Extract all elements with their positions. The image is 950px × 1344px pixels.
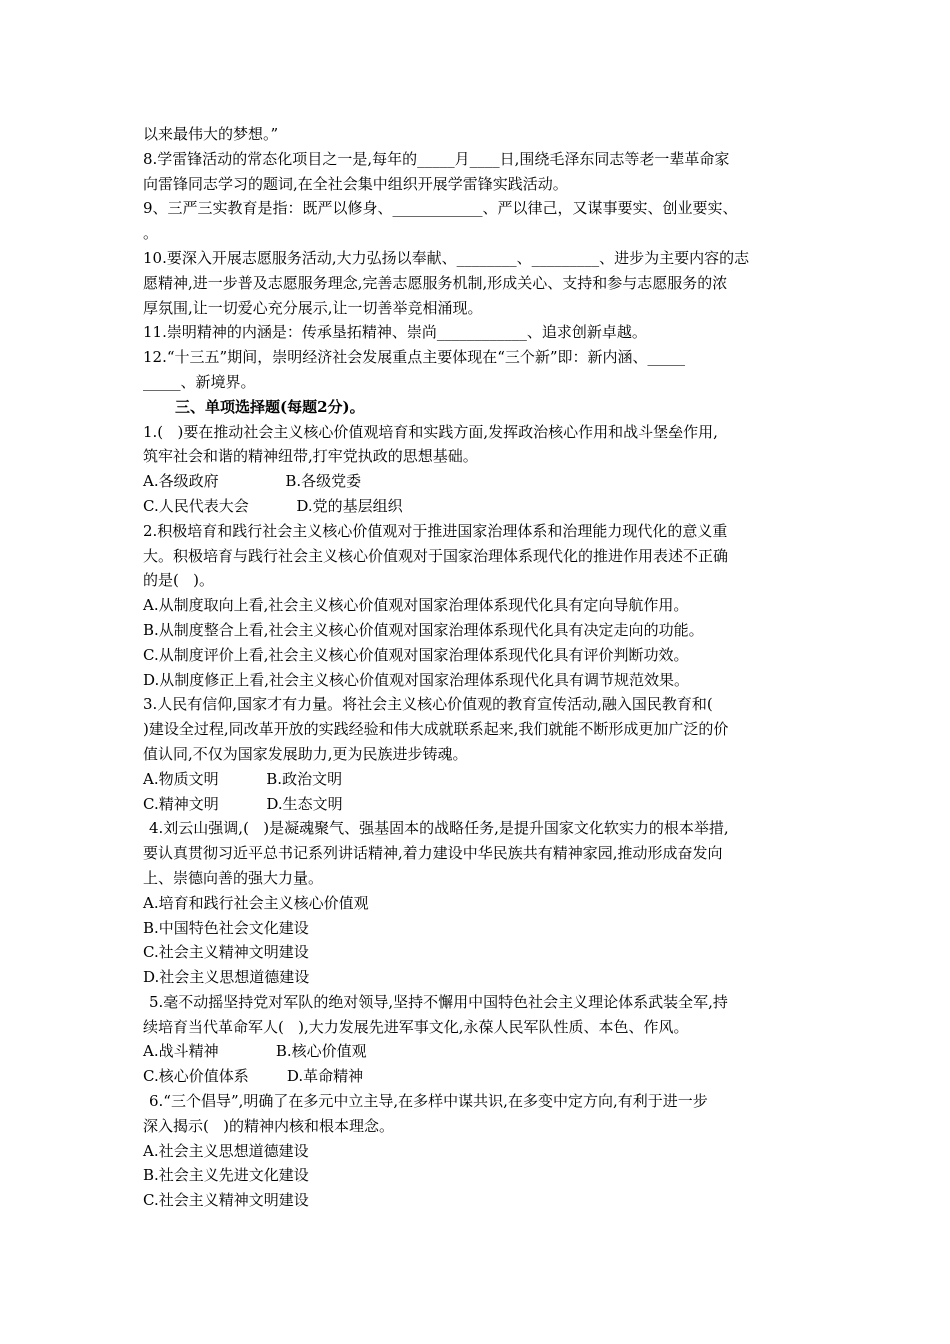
question-10-line-2: 愿精神,进一步普及志愿服务理念,完善志愿服务机制,形成关心、支持和参与志愿服务的浓 [143, 273, 728, 292]
choice-q4-line-3: 上、崇德向善的强大力量。 [143, 868, 324, 887]
choice-q2-line-2: 大。积极培育与践行社会主义核心价值观对于国家治理体系现代化的推进作用表述不正确 [143, 546, 729, 565]
choice-q3-line-1: 3.人民有信仰,国家才有力量。将社会主义核心价值观的教育宣传活动,融入国民教育和( [143, 695, 713, 714]
question-8-line-1: 8.学雷锋活动的常态化项目之一是,每年的_____月____日,围绕毛泽东同志等老一辈革命家 [143, 149, 730, 168]
choice-q4-option-c: C.社会主义精神文明建设 [143, 943, 309, 962]
choice-q3-options-ab: A.物质文明 B.政治文明 [143, 769, 343, 788]
choice-q6-line-1: 6.“三个倡导”,明确了在多元中立主导,在多样中谋共识,在多变中定方向,有利于进一步 [149, 1092, 708, 1111]
choice-q2-line-1: 2.积极培育和践行社会主义核心价值观对于推进国家治理体系和治理能力现代化的意义重 [143, 521, 728, 540]
choice-q2-option-b: B.从制度整合上看,社会主义核心价值观对国家治理体系现代化具有决定走向的功能。 [143, 620, 704, 639]
choice-q4-option-d: D.社会主义思想道德建设 [143, 968, 310, 987]
choice-q4-line-1: 4.刘云山强调,( )是凝魂聚气、强基固本的战略任务,是提升国家文化软实力的根本举措, [149, 819, 729, 838]
choice-q4-line-2: 要认真贯彻习近平总书记系列讲话精神,着力建设中华民族共有精神家园,推动形成奋发向 [143, 844, 723, 863]
choice-q6-line-2: 深入揭示( )的精神内核和根本理念。 [143, 1116, 395, 1135]
question-10-line-3: 厚氛围,让一切爱心充分展示,让一切善举竞相涌现。 [143, 298, 483, 317]
choice-q1-line-1: 1.( )要在推动社会主义核心价值观培育和实践方面,发挥政治核心作用和战斗堡垒作用, [143, 422, 718, 441]
choice-q1-options-cd: C.人民代表大会 D.党的基层组织 [143, 496, 403, 515]
question-9-line-1: 9、三严三实教育是指：既严以修身、____________、严以律己，又谋事要实、创业要实、 [143, 199, 738, 218]
choice-q1-line-2: 筑牢社会和谐的精神纽带,打牢党执政的思想基础。 [143, 447, 478, 466]
choice-q4-option-a: A.培育和践行社会主义核心价值观 [143, 893, 369, 912]
choice-q2-line-3: 的是( )。 [143, 571, 215, 590]
choice-q2-option-d: D.从制度修正上看,社会主义核心价值观对国家治理体系现代化具有调节规范效果。 [143, 670, 690, 689]
choice-q3-line-2: )建设全过程,同改革开放的实践经验和伟大成就联系起来,我们就能不断形成更加广泛的价 [143, 720, 729, 739]
choice-q6-option-c: C.社会主义精神文明建设 [143, 1191, 309, 1210]
section-heading: 三、单项选择题(每题2分)。 [175, 397, 365, 416]
choice-q6-option-a: A.社会主义思想道德建设 [143, 1141, 309, 1160]
question-12-line-1: 12.“十三五”期间，崇明经济社会发展重点主要体现在“三个新”即：新内涵、_____ [143, 348, 686, 367]
question-8-line-2: 向雷锋同志学习的题词,在全社会集中组织开展学雷锋实践活动。 [143, 174, 568, 193]
choice-q2-option-c: C.从制度评价上看,社会主义核心价值观对国家治理体系现代化具有评价判断功效。 [143, 645, 689, 664]
choice-q5-options-ab: A.战斗精神 B.核心价值观 [143, 1042, 367, 1061]
choice-q1-options-ab: A.各级政府 B.各级党委 [143, 472, 362, 491]
document-page [143, 122, 813, 1213]
choice-q5-line-2: 续培育当代革命军人( ),大力发展先进军事文化,永葆人民军队性质、本色、作风。 [143, 1017, 689, 1036]
choice-q5-line-1: 5.毫不动摇坚持党对军队的绝对领导,坚持不懈用中国特色社会主义理论体系武装全军,持 [149, 992, 728, 1011]
choice-q6-option-b: B.社会主义先进文化建设 [143, 1166, 309, 1185]
choice-q4-option-b: B.中国特色社会文化建设 [143, 918, 309, 937]
choice-q3-line-3: 值认同,不仅为国家发展助力,更为民族进步铸魂。 [143, 744, 468, 763]
choice-q2-option-a: A.从制度取向上看,社会主义核心价值观对国家治理体系现代化具有定向导航作用。 [143, 596, 689, 615]
question-9-line-2: 。 [143, 224, 159, 243]
question-12-line-2: _____、新境界。 [143, 372, 256, 391]
question-11-line: 11.崇明精神的内涵是：传承垦拓精神、崇尚____________、追求创新卓越。 [143, 323, 647, 342]
choice-q5-options-cd: C.核心价值体系 D.革命精神 [143, 1067, 364, 1086]
question-10-line-1: 10.要深入开展志愿服务活动,大力弘扬以奉献、________、_________、进步为主要内容的志 [143, 248, 750, 267]
text-line: 以来最伟大的梦想。” [143, 125, 279, 143]
choice-q3-options-cd: C.精神文明 D.生态文明 [143, 794, 343, 813]
